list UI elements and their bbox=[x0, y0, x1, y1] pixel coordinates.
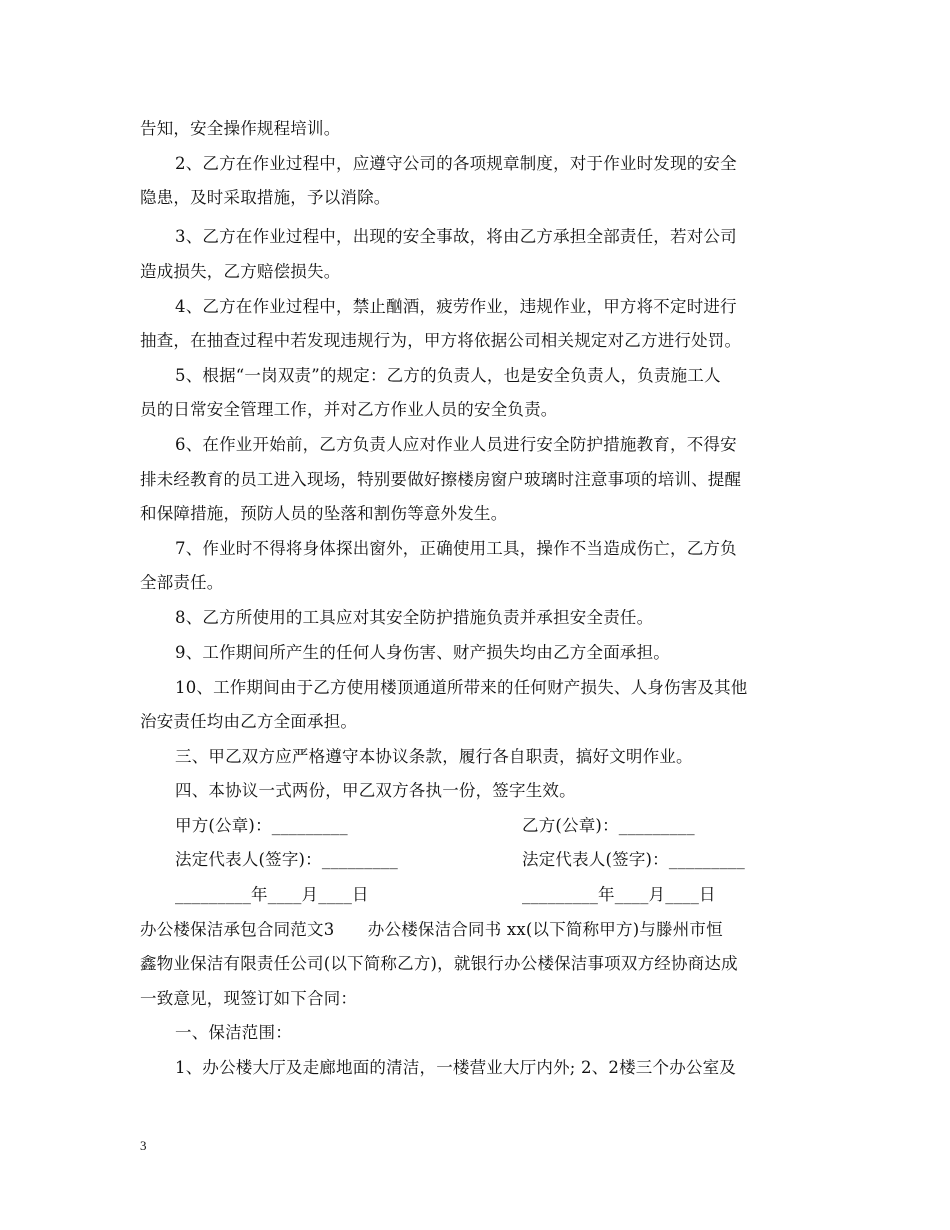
text-line: 和保障措施，预防人员的坠落和割伤等意外发生。 bbox=[140, 504, 508, 523]
text-line: 告知，安全操作规程培训。 bbox=[140, 119, 341, 138]
text-line: 员的日常安全管理工作，并对乙方作业人员的安全负责。 bbox=[140, 400, 558, 419]
party-a-seal: 甲方(公章)：_________ bbox=[175, 816, 348, 835]
party-a-date: _________年____月____日 bbox=[175, 885, 369, 904]
text-line: 1、办公楼大厅及走廊地面的清洁，一楼营业大厅内外; 2、2楼三个办公室及 bbox=[175, 1058, 736, 1077]
text-line: 四、本协议一式两份，甲乙双方各执一份，签字生效。 bbox=[175, 781, 576, 800]
text-line: 治安责任均由乙方全面承担。 bbox=[140, 712, 358, 731]
text-line: 排未经教育的员工进入现场，特别要做好擦楼房窗户玻璃时注意事项的培训、提醒 bbox=[140, 470, 742, 489]
text-line: 鑫物业保洁有限责任公司(以下简称乙方)，就银行办公楼保洁事项双方经协商达成 bbox=[140, 954, 738, 973]
text-line: 隐患，及时采取措施，予以消除。 bbox=[140, 188, 391, 207]
text-line: 6、在作业开始前，乙方负责人应对作业人员进行安全防护措施教育，不得安 bbox=[175, 435, 737, 454]
text-line: 7、作业时不得将身体探出窗外，正确使用工具，操作不当造成伤亡，乙方负 bbox=[175, 539, 737, 558]
page-number: 3 bbox=[140, 1138, 147, 1153]
party-b-seal: 乙方(公章)：_________ bbox=[522, 816, 695, 835]
text-line: 三、甲乙双方应严格遵守本协议条款，履行各自职责，搞好文明作业。 bbox=[175, 747, 693, 766]
text-line: 5、根据“一岗双责”的规定：乙方的负责人，也是安全负责人，负责施工人 bbox=[175, 366, 721, 385]
party-a-representative: 法定代表人(签字)：_________ bbox=[175, 850, 398, 869]
text-line: 3、乙方在作业过程中，出现的安全事故，将由乙方承担全部责任，若对公司 bbox=[175, 227, 737, 246]
text-line: 办公楼保洁承包合同范文3 办公楼保洁合同书 xx(以下简称甲方)与滕州市恒 bbox=[140, 920, 723, 939]
text-line: 10、工作期间由于乙方使用楼顶通道所带来的任何财产损失、人身伤害及其他 bbox=[175, 678, 748, 697]
party-b-representative: 法定代表人(签字)：_________ bbox=[522, 850, 745, 869]
text-line: 抽查，在抽查过程中若发现违规行为，甲方将依据公司相关规定对乙方进行处罚。 bbox=[140, 331, 742, 350]
party-b-date: _________年____月____日 bbox=[522, 885, 716, 904]
text-line: 2、乙方在作业过程中，应遵守公司的各项规章制度，对于作业时发现的安全 bbox=[175, 154, 737, 173]
text-line: 9、工作期间所产生的任何人身伤害、财产损失均由乙方全面承担。 bbox=[175, 643, 670, 662]
text-line: 一致意见，现签订如下合同： bbox=[140, 989, 358, 1008]
text-line: 一、保洁范围： bbox=[175, 1023, 292, 1042]
text-line: 8、乙方所使用的工具应对其安全防护措施负责并承担安全责任。 bbox=[175, 608, 654, 627]
text-line: 造成损失，乙方赔偿损失。 bbox=[140, 262, 341, 281]
text-line: 4、乙方在作业过程中，禁止酗酒，疲劳作业，违规作业，甲方将不定时进行 bbox=[175, 297, 737, 316]
text-line: 全部责任。 bbox=[140, 573, 224, 592]
